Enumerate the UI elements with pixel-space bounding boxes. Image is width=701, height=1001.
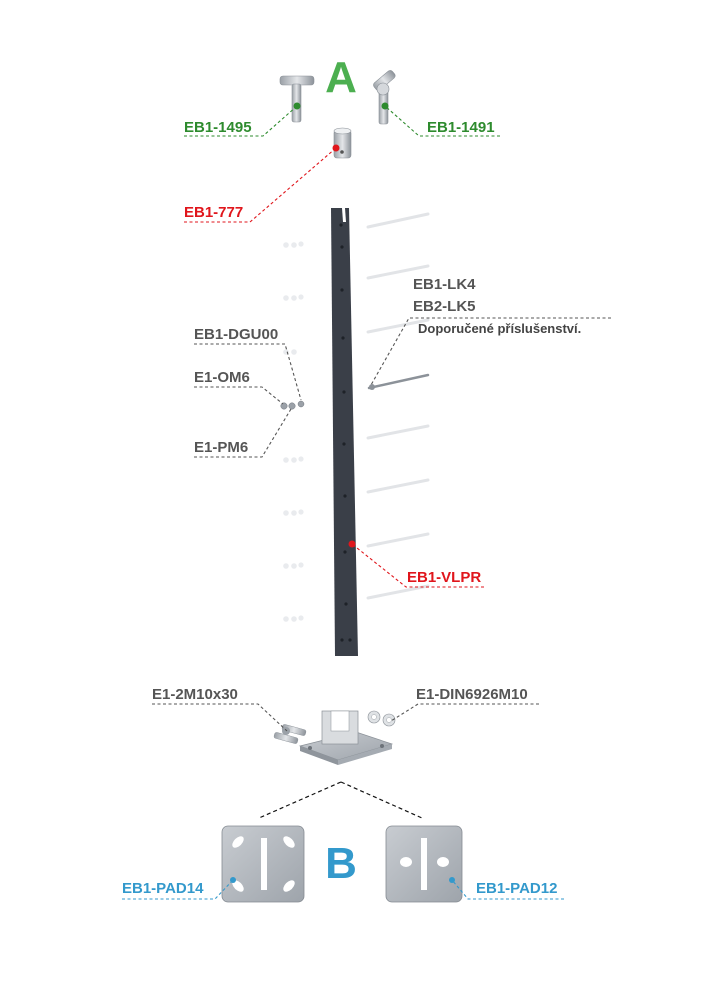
label-e1-din6926m10: E1-DIN6926M10 bbox=[416, 686, 528, 703]
cable-rods bbox=[368, 214, 428, 598]
label-eb2-lk5: EB2-LK5 bbox=[413, 298, 476, 315]
label-e1-pm6: E1-PM6 bbox=[194, 439, 249, 456]
pad-plate-12 bbox=[386, 826, 462, 902]
label-eb1-1491: EB1-1491 bbox=[427, 119, 495, 136]
post-profile bbox=[331, 208, 358, 656]
faded-screw-pairs bbox=[283, 241, 303, 621]
label-eb1-lk4: EB1-LK4 bbox=[413, 276, 476, 293]
handrail-holder-angled bbox=[372, 69, 396, 124]
label-eb1-pad14: EB1-PAD14 bbox=[122, 880, 204, 897]
label-eb1-vlpr: EB1-VLPR bbox=[407, 569, 482, 586]
label-eb1-dgu00: EB1-DGU00 bbox=[194, 326, 279, 343]
label-accessories-note: Doporučené příslušenství. bbox=[418, 321, 582, 336]
section-a-letter: A bbox=[325, 53, 357, 102]
leader-e1-din6926m10 bbox=[391, 704, 539, 721]
bolts bbox=[274, 724, 307, 744]
handrail-holder-straight bbox=[280, 76, 314, 122]
label-e1-2m10x30: E1-2M10x30 bbox=[152, 686, 238, 703]
label-e1-om6: E1-OM6 bbox=[194, 369, 250, 386]
option-split-lines bbox=[259, 782, 422, 818]
leader-lines bbox=[122, 106, 611, 899]
label-eb1-pad12: EB1-PAD12 bbox=[476, 880, 558, 897]
cable-rod-highlight bbox=[369, 375, 428, 390]
leader-e1-2m10x30 bbox=[152, 704, 287, 731]
label-eb1-777: EB1-777 bbox=[184, 204, 244, 221]
nuts bbox=[368, 711, 395, 726]
screw-set bbox=[281, 401, 304, 409]
pad-plate-14 bbox=[222, 826, 304, 902]
tube-connector bbox=[334, 128, 351, 158]
label-eb1-1495: EB1-1495 bbox=[184, 119, 252, 136]
leader-e1-om6 bbox=[194, 387, 283, 404]
section-b-letter: B bbox=[325, 839, 357, 888]
